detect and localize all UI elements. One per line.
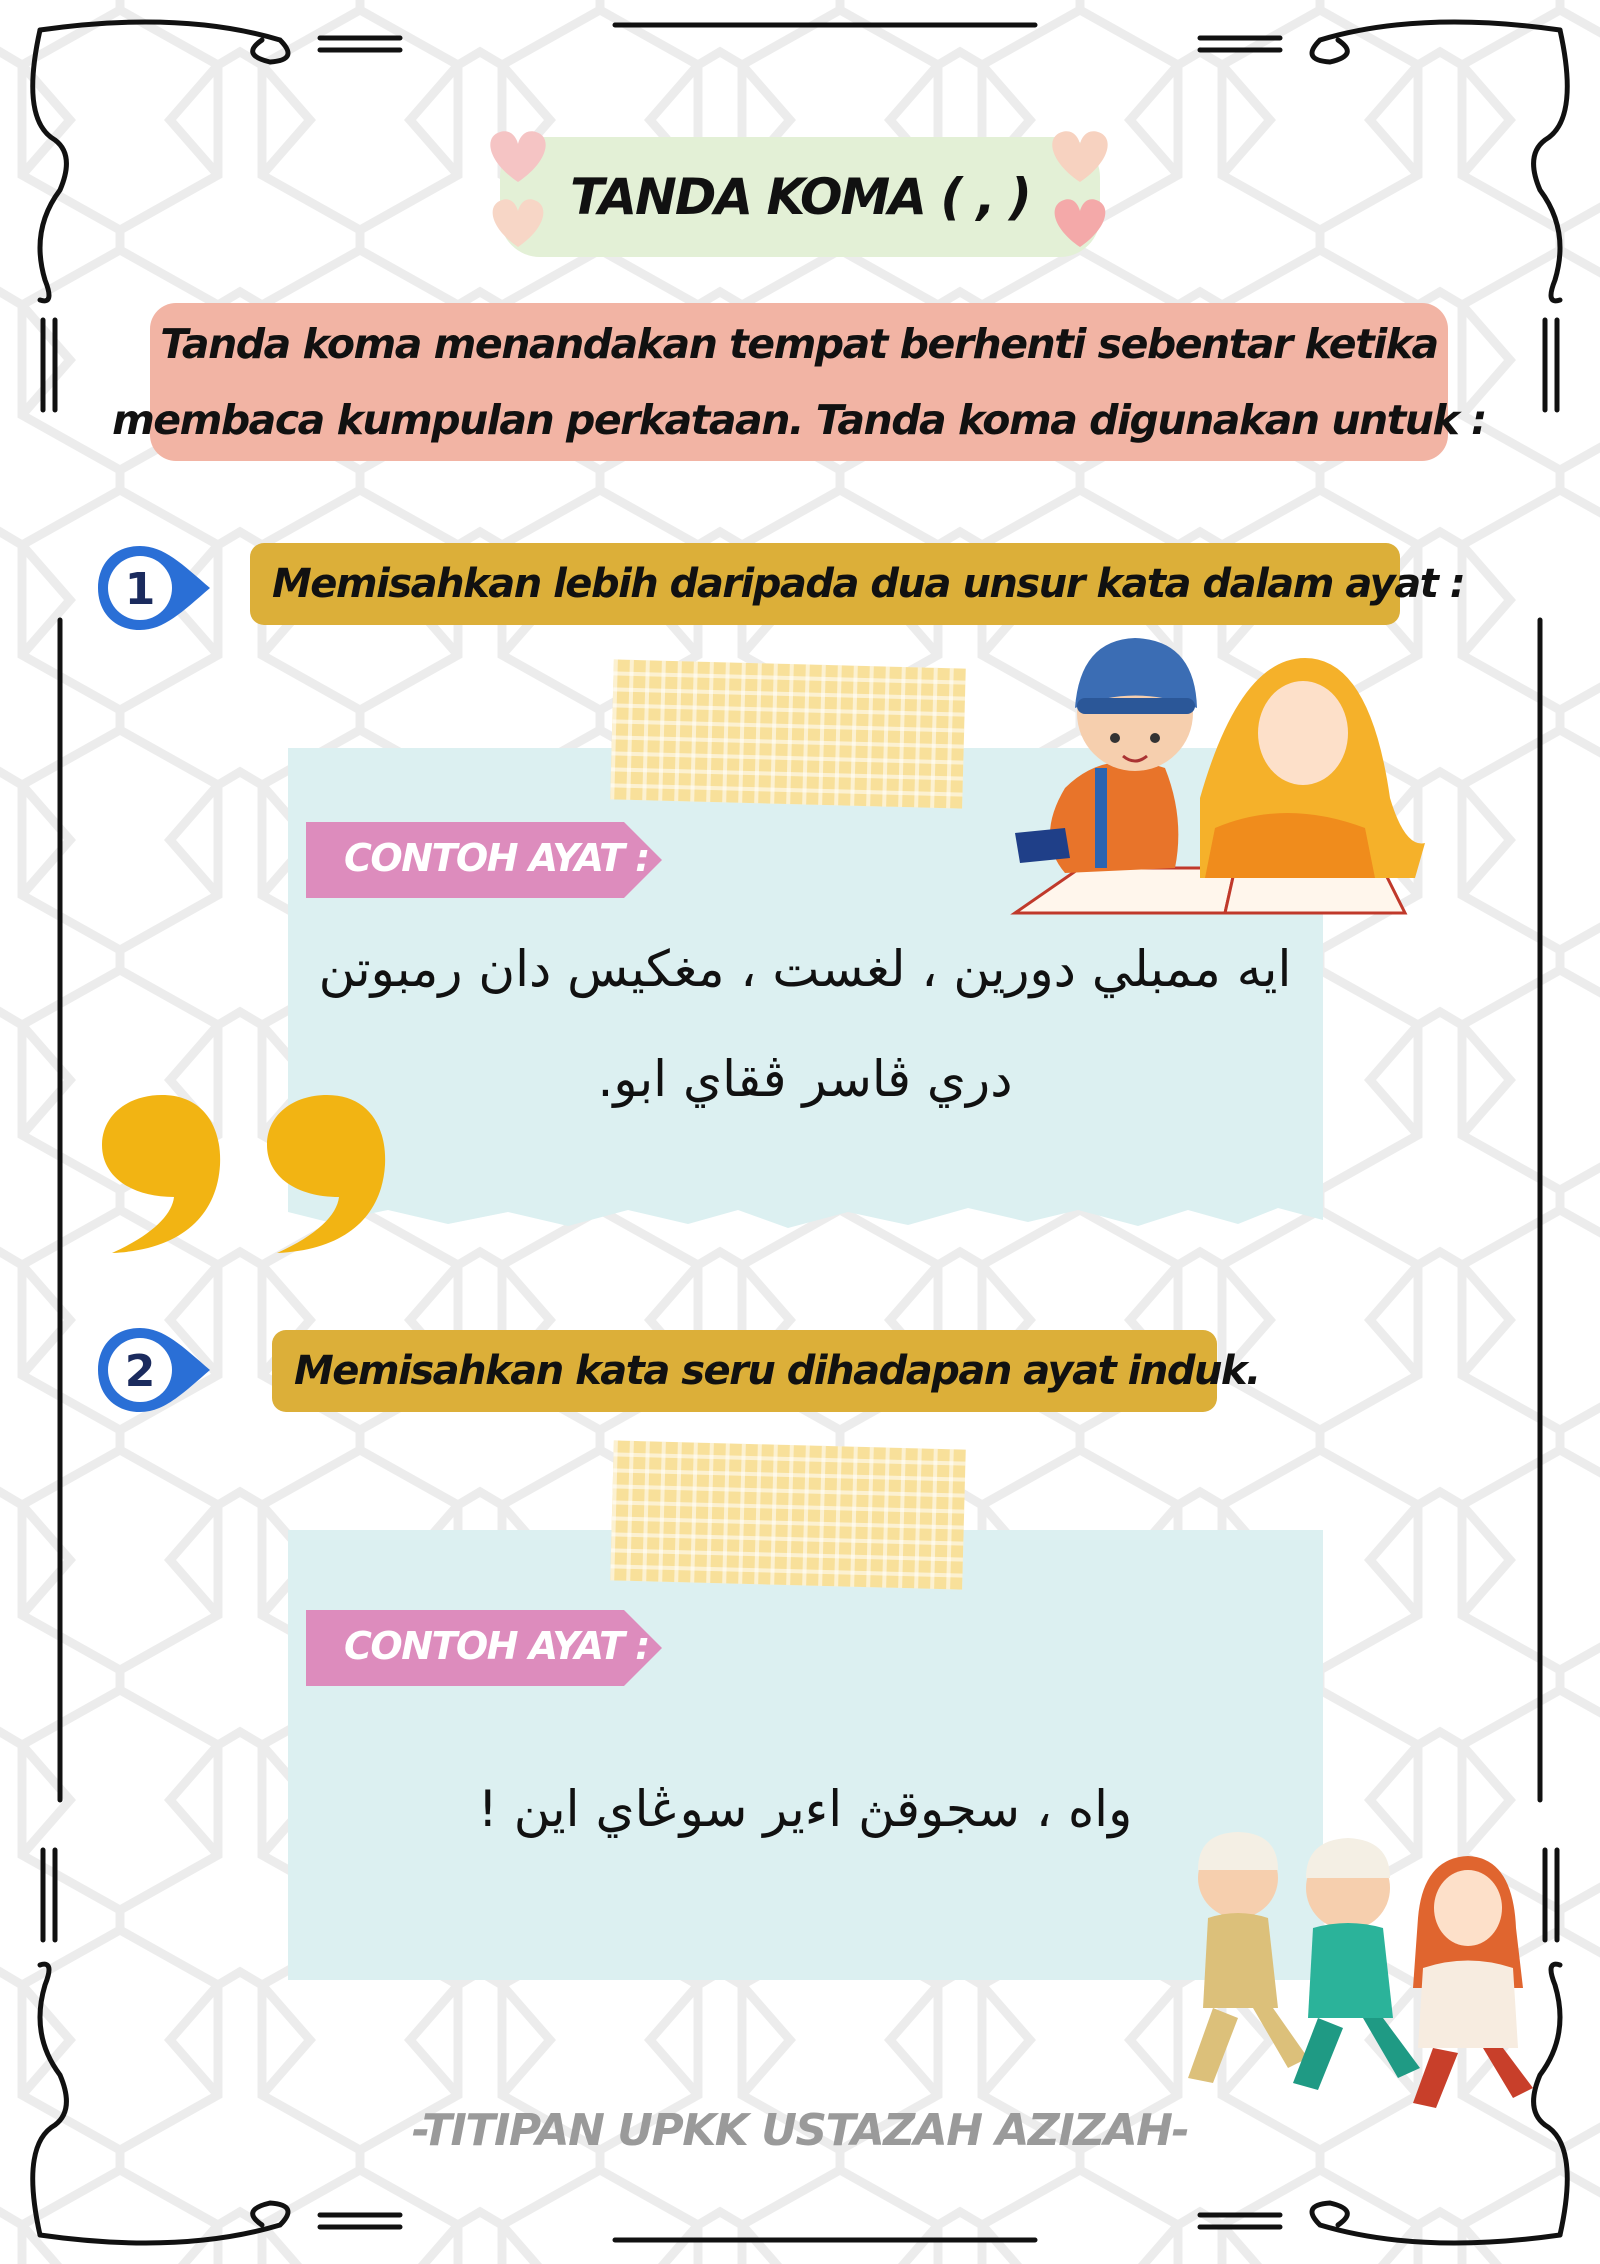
tape-decoration (610, 1440, 966, 1589)
number-bubble-1 (92, 540, 212, 636)
children-running-illustration (1168, 1818, 1548, 2118)
contoh-label-1: CONTOH AYAT : (344, 836, 649, 880)
footer-credit: -TITIPAN UPKK USTAZAH AZIZAH- (411, 2105, 1189, 2156)
title-banner (500, 137, 1100, 257)
heart-icon (478, 122, 558, 252)
section-1-number: 1 (124, 564, 156, 615)
section-1-heading: Memisahkan lebih daripada dua unsur kata dalam ayat : (272, 561, 1465, 607)
contoh-tag-2 (306, 1610, 662, 1686)
intro-line-1: Tanda koma menandakan tempat berhenti sebentar ketika (160, 320, 1438, 368)
comma-quote-icon (92, 1085, 392, 1265)
example-2-line-1: واه ، سجوقڽ اءير سوڠاي اين ! (477, 1780, 1133, 1838)
page-title: TANDA KOMA ( , ) (570, 168, 1030, 226)
section-1-heading-bar (250, 543, 1465, 625)
tape-decoration (610, 659, 966, 808)
example-1-line-1: ايه ممبلي دورين ، لغست ، مغكيس دان رمبوتن (318, 940, 1292, 998)
example-1-line-2: دري ڤاسر ڤقاي ابو. (597, 1050, 1013, 1108)
contoh-tag-1 (306, 822, 662, 898)
torn-edge (288, 1180, 1323, 1240)
number-bubble-2 (92, 1322, 212, 1418)
intro-line-2: membaca kumpulan perkataan. Tanda koma digunakan untuk : (112, 396, 1486, 444)
children-reading-illustration (985, 628, 1445, 923)
section-2-heading-bar (272, 1330, 1260, 1412)
heart-icon (1040, 122, 1120, 252)
contoh-label-2: CONTOH AYAT : (344, 1624, 649, 1668)
intro-box (112, 303, 1486, 461)
section-2-heading: Memisahkan kata seru dihadapan ayat induk. (294, 1348, 1260, 1394)
section-2-number: 2 (124, 1346, 156, 1397)
